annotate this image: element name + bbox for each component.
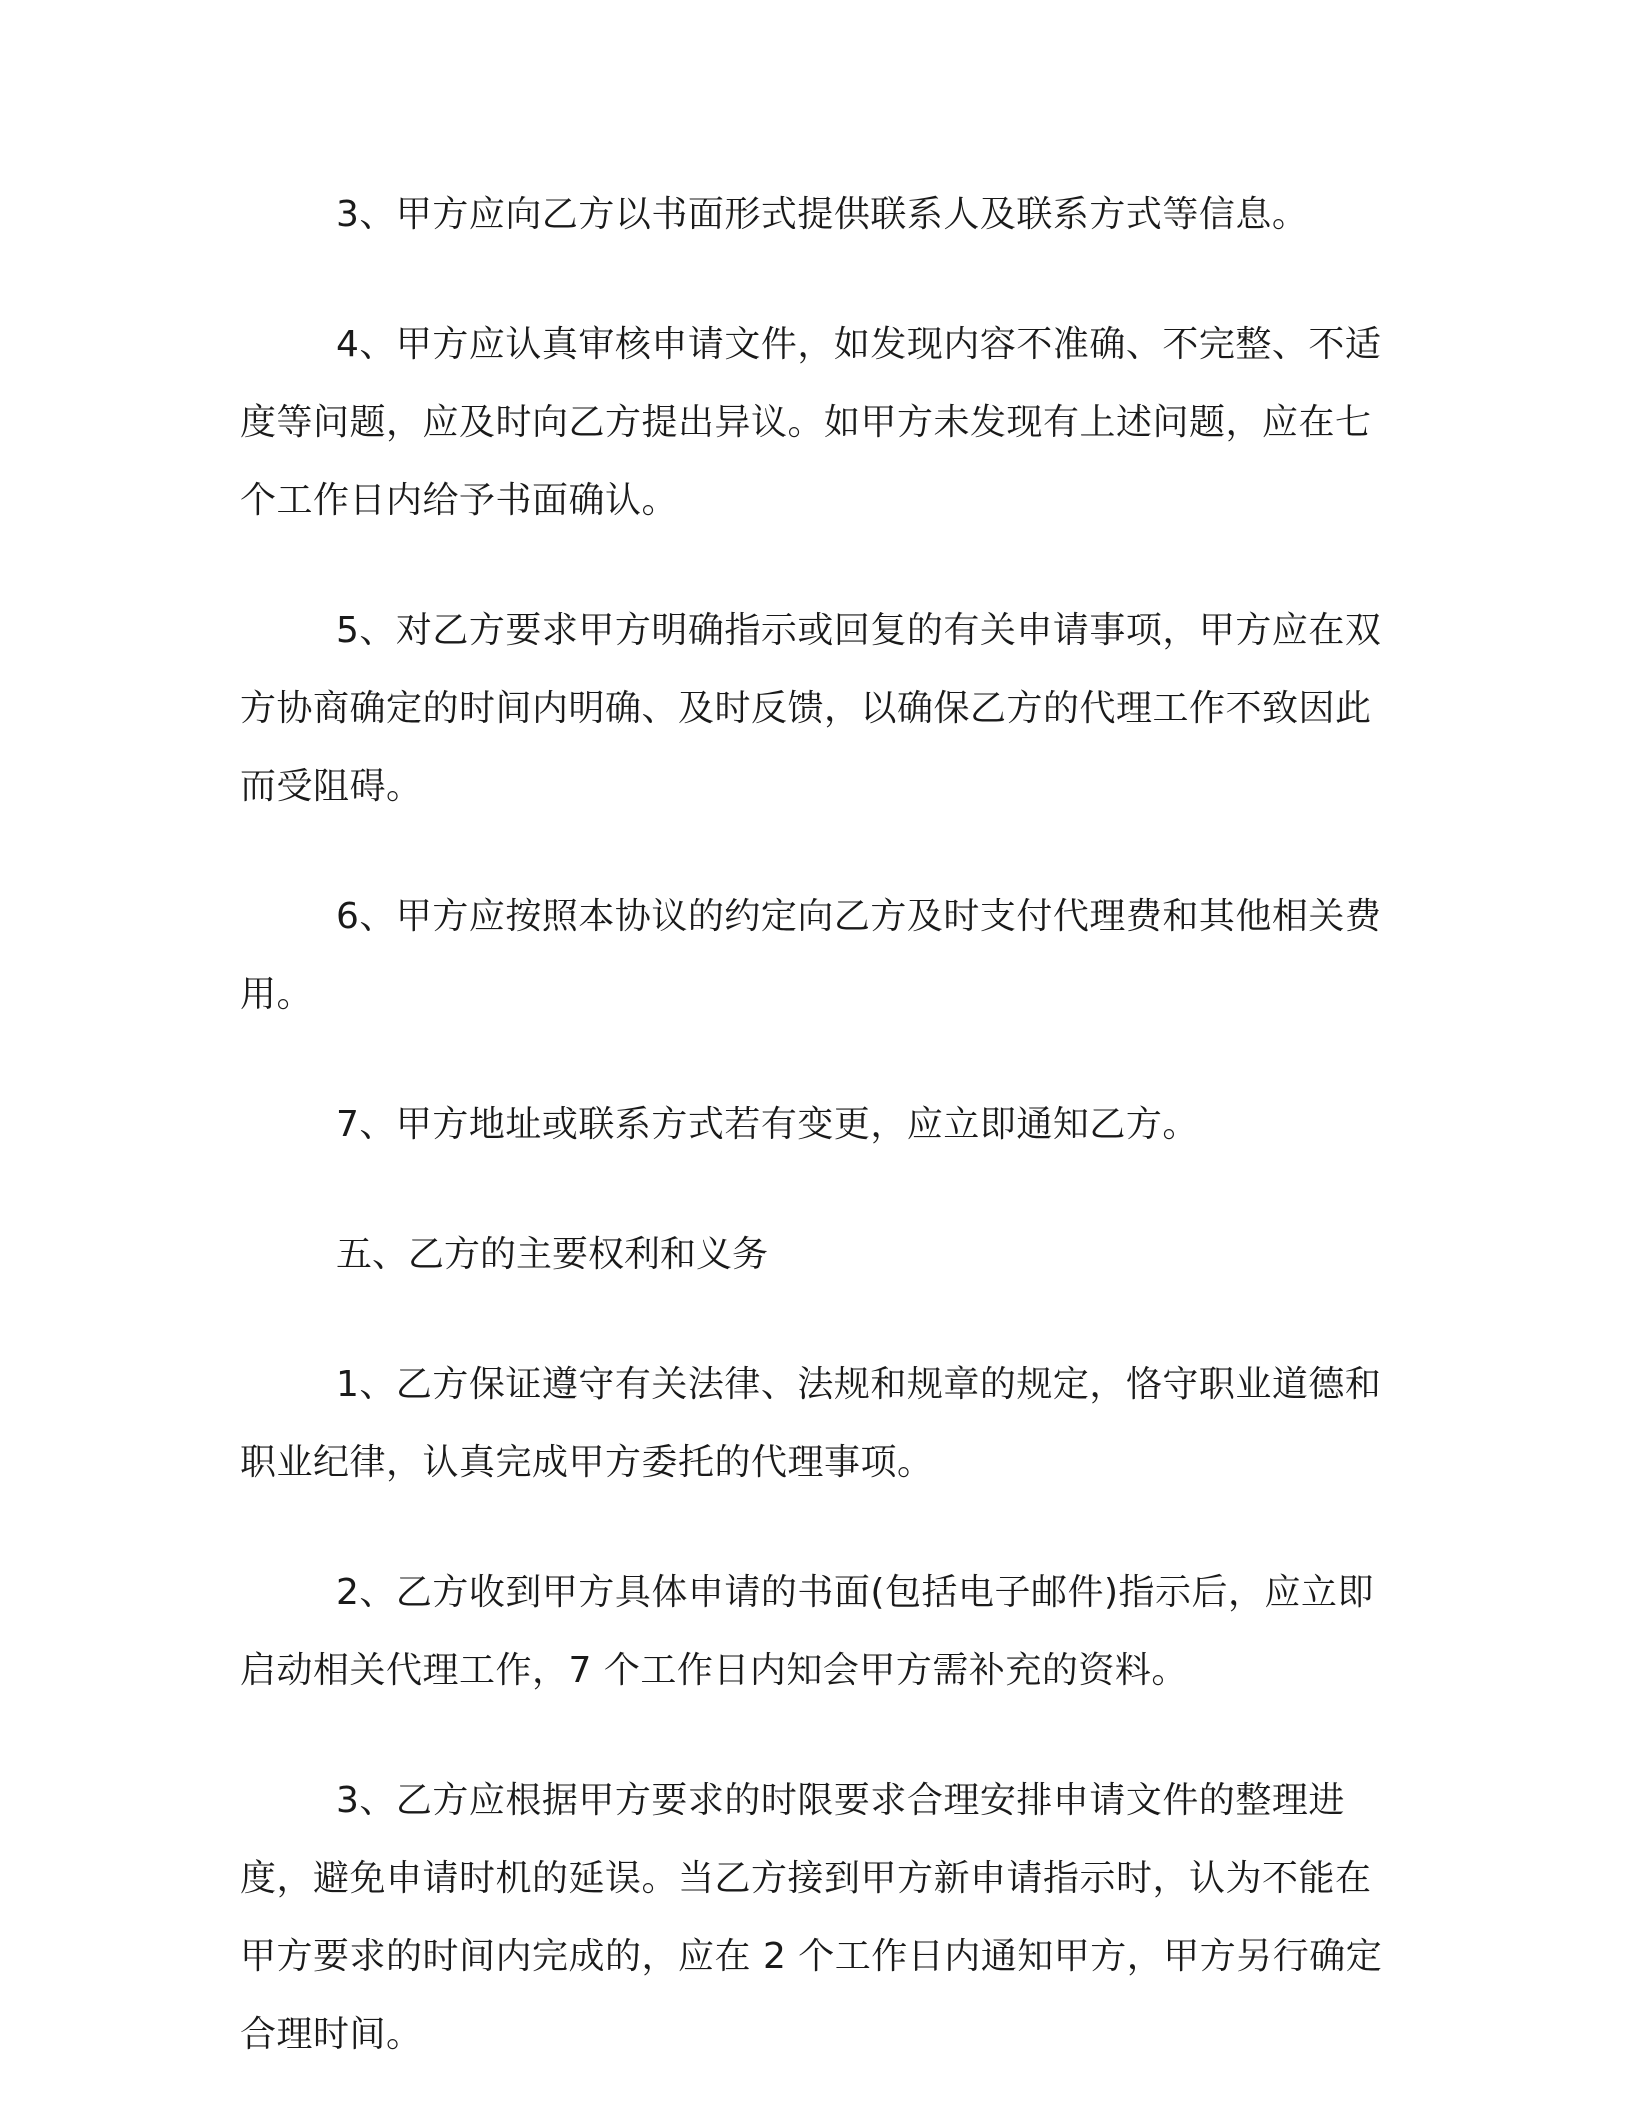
section-clause-2: 2、乙方收到甲方具体申请的书面(包括电子邮件)指示后，应立即启动相关代理工作，7 个工作日内知会甲方需补充的资料。 [240, 1572, 1374, 1691]
clause-paragraph-3: 3、甲方应向乙方以书面形式提供联系人及联系方式等信息。 [336, 194, 1309, 235]
clause-paragraph-4: 4、甲方应认真审核申请文件，如发现内容不准确、不完整、不适度等问题，应及时向乙方提出异议。如甲方未发现有上述问题，应在七个工作日内给予书面确认。 [240, 324, 1382, 521]
section-clause-3: 3、乙方应根据甲方要求的时限要求合理安排申请文件的整理进度，避免申请时机的延误。当乙方接到甲方新申请指示时，认为不能在甲方要求的时间内完成的，应在 2 个工作日内通知甲方，甲方另行确定合理时间。 [240, 1780, 1383, 2055]
section-clause-1: 1、乙方保证遵守有关法律、法规和规章的规定，恪守职业道德和职业纪律，认真完成甲方委托的代理事项。 [240, 1364, 1382, 1483]
clause-paragraph-7: 7、甲方地址或联系方式若有变更，应立即通知乙方。 [336, 1104, 1199, 1145]
document-body [240, 176, 1400, 2126]
clause-paragraph-6: 6、甲方应按照本协议的约定向乙方及时支付代理费和其他相关费用。 [240, 896, 1382, 1015]
clause-paragraph-5: 5、对乙方要求甲方明确指示或回复的有关申请事项，甲方应在双方协商确定的时间内明确、及时反馈，以确保乙方的代理工作不致因此而受阻碍。 [240, 610, 1382, 807]
section-heading: 五、乙方的主要权利和义务 [336, 1234, 769, 1275]
